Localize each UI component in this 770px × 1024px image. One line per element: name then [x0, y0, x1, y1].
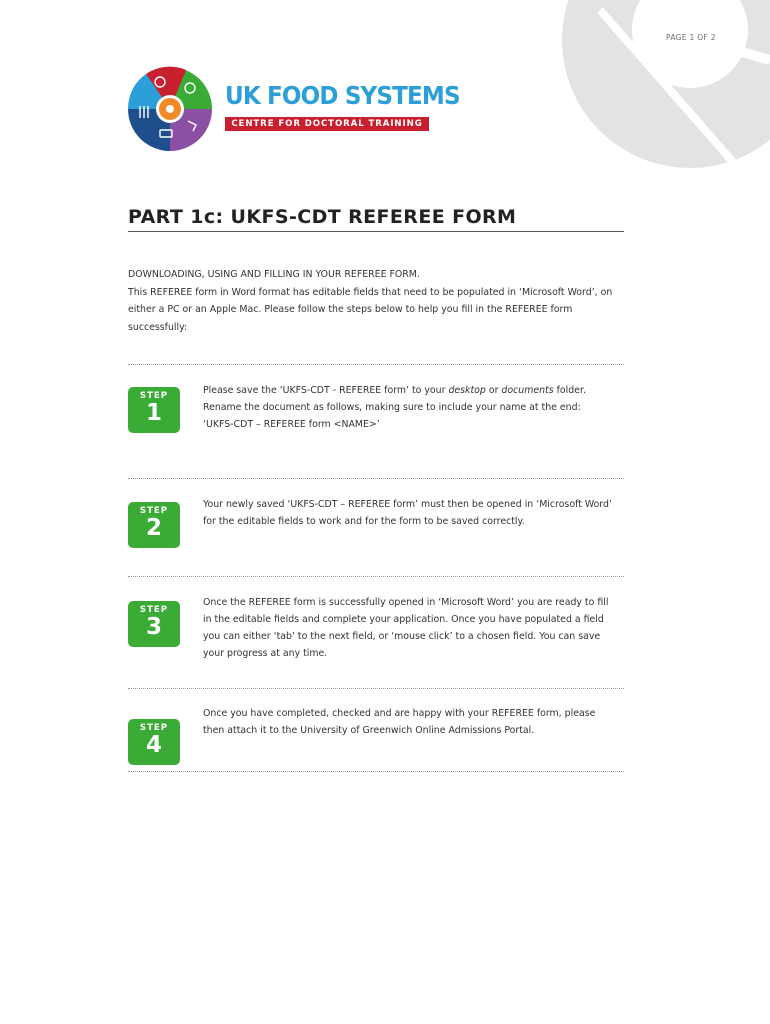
- step-1-text-part: Please save the ‘UKFS-CDT - REFEREE form’ to your: [203, 385, 449, 396]
- step-label: STEP: [139, 723, 169, 733]
- step-4-text: [203, 705, 617, 739]
- step-3-text: [203, 594, 617, 662]
- divider: [128, 688, 624, 689]
- step-1-desktop: desktop: [448, 385, 486, 396]
- intro-line-1: DOWNLOADING, USING AND FILLING IN YOUR REFEREE FORM.: [128, 269, 420, 280]
- step-1-text: [203, 382, 617, 433]
- divider: [128, 478, 624, 479]
- step-3-paragraph: Once the REFEREE form is successfully opened in ‘Microsoft Word’ you are ready to fill in the editable fields and complete your application. Once you have populated a field you can either ‘tab’ to the next field, or ‘mouse click’ to a chosen field. You can save your progress at any time.: [203, 597, 609, 659]
- step-number: 2: [145, 515, 162, 541]
- step-2-badge: [128, 502, 180, 548]
- page-number: PAGE 1 OF 2: [666, 33, 716, 42]
- step-number: 4: [145, 732, 162, 758]
- step-4-badge: [128, 719, 180, 765]
- ukfs-logo-icon: [126, 66, 214, 152]
- step-1-badge: [128, 387, 180, 433]
- step-3-badge: [128, 601, 180, 647]
- step-1-text-part: folder. Rename the document as follows, making sure to include your name at the end:: [203, 385, 586, 413]
- step-1-text-part: or: [485, 385, 502, 396]
- intro-text: [128, 266, 624, 336]
- step-2-paragraph: Your newly saved ‘UKFS-CDT – REFEREE form’ must then be opened in ‘Microsoft Word’ for the editable fields to work and for the form to be saved correctly.: [203, 499, 612, 527]
- step-2-text: [203, 496, 617, 530]
- step-4-paragraph: Once you have completed, checked and are happy with your REFEREE form, please then attach it to the University of Greenwich Online Admissions Portal.: [203, 708, 596, 736]
- divider: [128, 576, 624, 577]
- divider: [128, 771, 624, 772]
- step-label: STEP: [139, 391, 169, 401]
- step-label: STEP: [139, 506, 169, 516]
- step-label: STEP: [139, 605, 169, 615]
- brand-title: UK FOOD SYSTEMS: [225, 81, 460, 110]
- intro-line-2: This REFEREE form in Word format has editable fields that need to be populated in ‘Microsoft Word’, on either a PC or an Apple Mac. Please follow the steps below to help you fill in the REFEREE form successfully:: [128, 286, 613, 333]
- step-1-filename: ‘UKFS-CDT – REFEREE form <NAME>’: [203, 419, 380, 430]
- brand-subtitle: CENTRE FOR DOCTORAL TRAINING: [225, 117, 429, 131]
- step-number: 1: [145, 400, 162, 426]
- step-number: 3: [145, 614, 162, 640]
- step-1-documents: documents: [501, 385, 554, 396]
- page-heading: PART 1c: UKFS-CDT REFEREE FORM: [128, 206, 624, 232]
- divider: [128, 364, 624, 365]
